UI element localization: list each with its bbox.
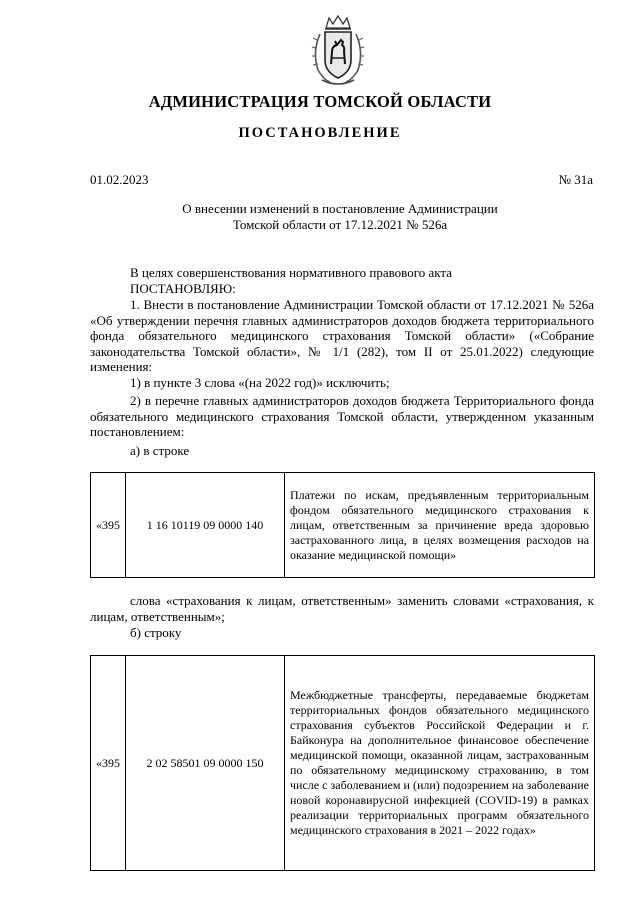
revenue-code: 2 02 58501 09 0000 150 xyxy=(126,656,285,871)
amendment-table-b xyxy=(90,655,595,871)
subject-line-1: О внесении изменений в постановление Администрации xyxy=(182,201,498,216)
sub-b-label: б) строку xyxy=(130,625,182,640)
document-date: 01.02.2023 xyxy=(90,172,149,187)
admin-code: «395 xyxy=(91,473,126,578)
item-1: 1. Внести в постановление Администрации Томской области от 17.12.2021 № 526а «Об утверждении перечня главных администраторов доходов бюджета территориального фонда обязательного медицинского страхования Томской области» («Собрание законодательства Томской области», № 1/1 (282), том II от 25.01.2022) следующие изменения: xyxy=(90,297,594,374)
resolve-heading: ПОСТАНОВЛЯЮ: xyxy=(130,281,236,296)
amendment-table-a xyxy=(90,472,595,578)
table-row xyxy=(91,473,595,578)
document-subject xyxy=(120,201,560,233)
document-number: № 31а xyxy=(558,172,593,187)
subject-line-2: Томской области от 17.12.2021 № 526а xyxy=(232,217,448,232)
replacement-text: слова «страхования к лицам, ответственным» заменить словами «страхования, к лицам, ответственным»; xyxy=(90,593,594,624)
revenue-description: Межбюджетные трансферты, передаваемые бюджетам территориальных фондов обязательного медицинского страхования субъектов Российской Федерации и г. Байконура на дополнительное финансовое обеспечение медицинской помощи, оказанной лицам, застрахованным по обязательному медицинскому страхованию, в том числе с заболеванием и (или) подозрением на заболевание новой коронавирусной инфекцией (COVID-19) в рамках реализации территориальных программ обязательного медицинского страхования в 2021 – 2022 годах» xyxy=(285,656,595,871)
item-1-sub-1: 1) в пункте 3 слова «(на 2022 год)» исключить; xyxy=(130,375,390,390)
organization-title: АДМИНИСТРАЦИЯ ТОМСКОЙ ОБЛАСТИ xyxy=(148,92,492,111)
revenue-code: 1 16 10119 09 0000 140 xyxy=(126,473,285,578)
preamble: В целях совершенствования нормативного правового акта xyxy=(130,265,453,280)
tomsk-coat-of-arms-icon xyxy=(310,14,366,88)
table-row xyxy=(91,656,595,871)
revenue-description: Платежи по искам, предъявленным территориальным фондом обязательного медицинского страхования к лицам, ответственным за причинение вреда здоровью застрахованного лица, в целях возмещения расходов на оказание медицинской помощи» xyxy=(285,473,595,578)
sub-a-label: а) в строке xyxy=(130,443,190,458)
item-1-sub-2: 2) в перечне главных администраторов доходов бюджета Территориального фонда обязательного медицинского страхования Томской области, утвержденном указанным постановлением: xyxy=(90,393,594,439)
document-type: ПОСТАНОВЛЕНИЕ xyxy=(238,125,402,141)
admin-code: «395 xyxy=(91,656,126,871)
